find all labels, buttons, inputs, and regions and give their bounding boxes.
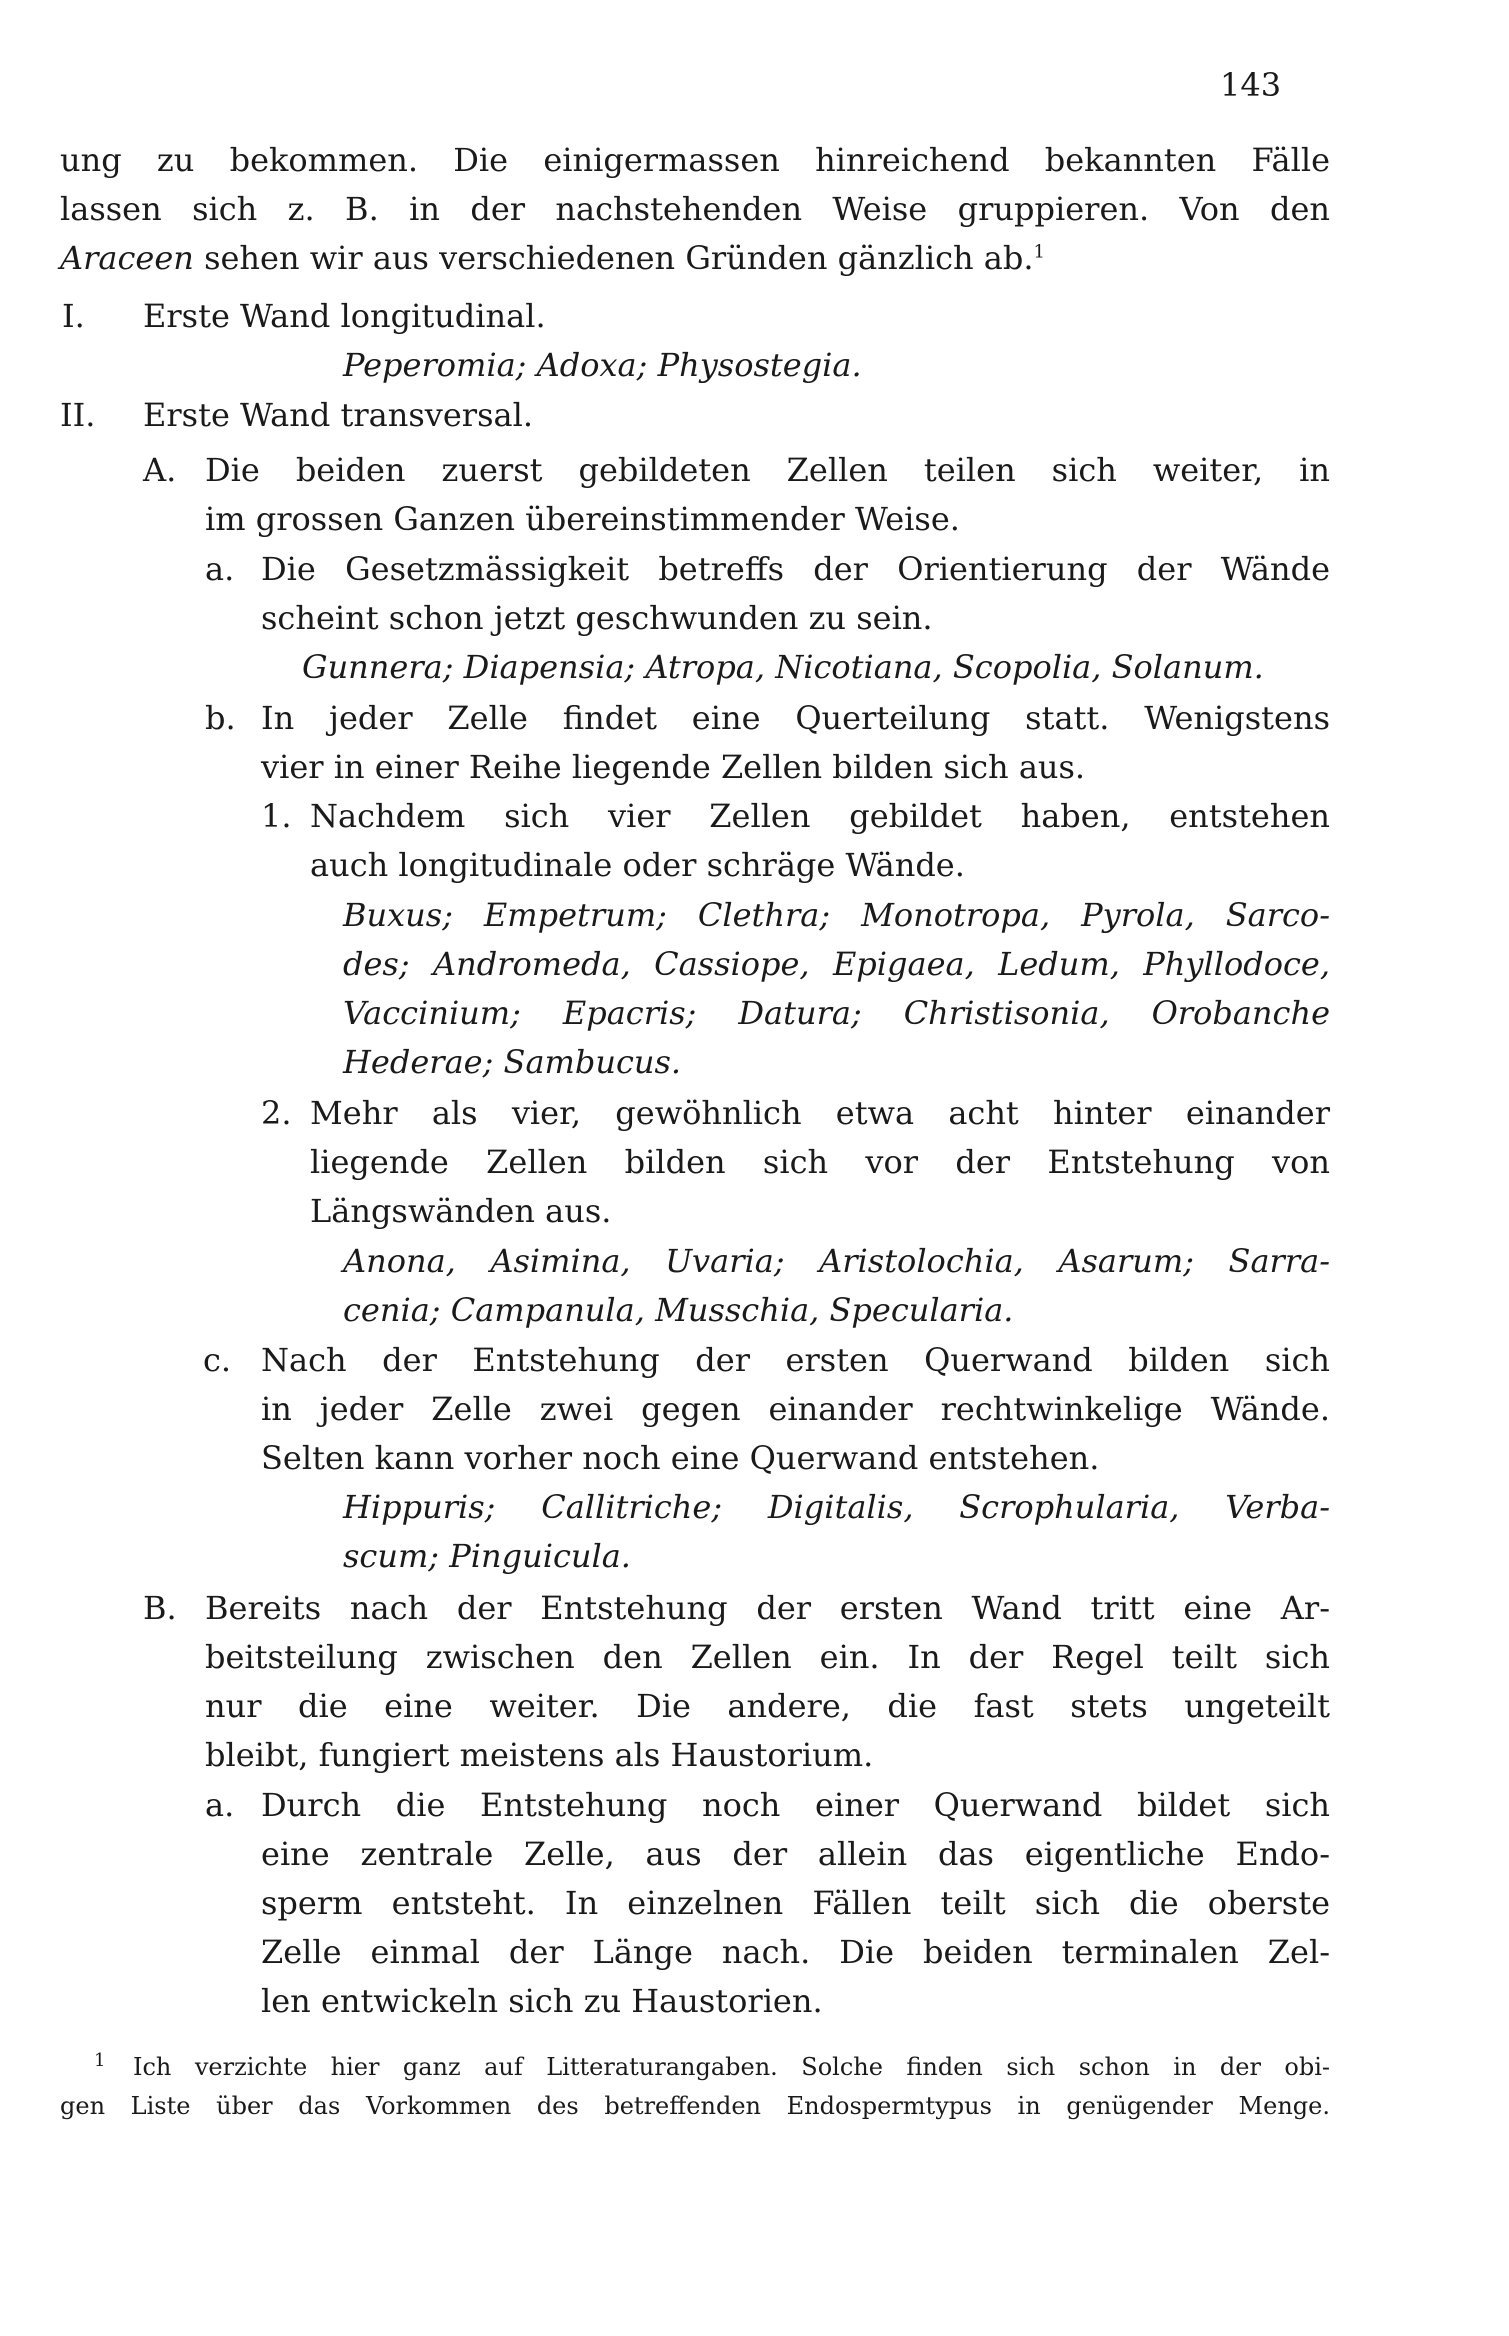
text-line: sperm entsteht. In einzelnen Fällen teilt sich die oberste	[261, 1884, 1330, 1922]
text-span: sehen wir aus verschiedenen Gründen gänzlich ab.	[204, 239, 1034, 277]
footnote-line: Ich verzichte hier ganz auf Litteraturangaben. Solche finden sich schon in der obi-	[133, 2053, 1330, 2081]
text-line: auch longitudinale oder schräge Wände.	[310, 846, 965, 884]
text-line	[60, 238, 1045, 278]
list-marker: b.	[205, 699, 236, 737]
footnote-line: gen Liste über das Vorkommen des betreffenden Endospermtypus in genügender Menge.	[60, 2092, 1330, 2120]
text-line: Selten kann vorher noch eine Querwand entstehen.	[261, 1439, 1100, 1477]
text-line: Die Gesetzmässigkeit betreffs der Orientierung der Wände	[261, 550, 1330, 588]
text-line: bleibt, fungiert meistens als Haustorium.	[205, 1736, 874, 1774]
taxa-line: Anona, Asimina, Uvaria; Aristolochia, Asarum; Sarra-	[343, 1242, 1330, 1280]
list-marker: I.	[62, 297, 85, 335]
text-line: Zelle einmal der Länge nach. Die beiden terminalen Zel-	[261, 1933, 1330, 1971]
text-line: len entwickeln sich zu Haustorien.	[261, 1982, 823, 2020]
text-line: Mehr als vier, gewöhnlich etwa acht hinter einander	[310, 1094, 1330, 1132]
heading-line: Erste Wand transversal.	[143, 396, 533, 434]
list-marker: a.	[205, 550, 235, 588]
list-marker: A.	[143, 451, 177, 489]
text-line: im grossen Ganzen übereinstimmender Weise.	[205, 500, 960, 538]
text-line: ung zu bekommen. Die einigermassen hinreichend bekannten Fälle	[60, 141, 1330, 179]
page-number: 143	[1220, 66, 1282, 104]
footnote-mark	[94, 2052, 105, 2082]
text-line: Nach der Entstehung der ersten Querwand bilden sich	[261, 1341, 1330, 1379]
taxon-name: Araceen	[60, 239, 194, 277]
taxa-line: Vaccinium; Epacris; Datura; Christisonia, Orobanche	[343, 994, 1330, 1032]
taxa-line: cenia; Campanula, Musschia, Specularia.	[343, 1291, 1014, 1329]
text-line: vier in einer Reihe liegende Zellen bilden sich aus.	[261, 748, 1086, 786]
heading-line: Erste Wand longitudinal.	[143, 297, 546, 335]
text-line: beitsteilung zwischen den Zellen ein. In der Regel teilt sich	[205, 1638, 1330, 1676]
taxa-line: Peperomia; Adoxa; Physostegia.	[343, 346, 862, 384]
footnote-ref: 1	[1033, 241, 1045, 263]
taxa-line: des; Andromeda, Cassiope, Epigaea, Ledum, Phyllodoce,	[343, 945, 1330, 983]
text-line: Nachdem sich vier Zellen gebildet haben, entstehen	[310, 797, 1330, 835]
taxa-line: Hederae; Sambucus.	[343, 1043, 682, 1081]
text-line: Die beiden zuerst gebildeten Zellen teilen sich weiter, in	[205, 451, 1330, 489]
text-line: Längswänden aus.	[310, 1192, 612, 1230]
list-marker: B.	[143, 1589, 177, 1627]
text-line: Durch die Entstehung noch einer Querwand bildet sich	[261, 1786, 1330, 1824]
taxa-line: Gunnera; Diapensia; Atropa, Nicotiana, Scopolia, Solanum.	[302, 648, 1264, 686]
text-line: in jeder Zelle zwei gegen einander rechtwinkelige Wände.	[261, 1390, 1330, 1428]
taxa-line: Buxus; Empetrum; Clethra; Monotropa, Pyrola, Sarco-	[343, 896, 1330, 934]
text-line: scheint schon jetzt geschwunden zu sein.	[261, 599, 933, 637]
text-line: Bereits nach der Entstehung der ersten Wand tritt eine Ar-	[205, 1589, 1330, 1627]
taxa-line: scum; Pinguicula.	[343, 1537, 631, 1575]
text-line: liegende Zellen bilden sich vor der Entstehung von	[310, 1143, 1330, 1181]
list-marker: c.	[203, 1341, 232, 1379]
text-line: lassen sich z. B. in der nachstehenden Weise gruppieren. Von den	[60, 190, 1330, 228]
text-line: In jeder Zelle findet eine Querteilung statt. Wenigstens	[261, 699, 1330, 737]
list-marker: a.	[205, 1786, 235, 1824]
list-marker: 1.	[261, 797, 292, 835]
text-line: nur die eine weiter. Die andere, die fast stets ungeteilt	[205, 1687, 1330, 1725]
taxa-line: Hippuris; Callitriche; Digitalis, Scrophularia, Verba-	[343, 1488, 1330, 1526]
footnote-number: 1	[94, 2050, 106, 2071]
list-marker: II.	[60, 396, 96, 434]
list-marker: 2.	[261, 1094, 292, 1132]
text-line: eine zentrale Zelle, aus der allein das eigentliche Endo-	[261, 1835, 1330, 1873]
